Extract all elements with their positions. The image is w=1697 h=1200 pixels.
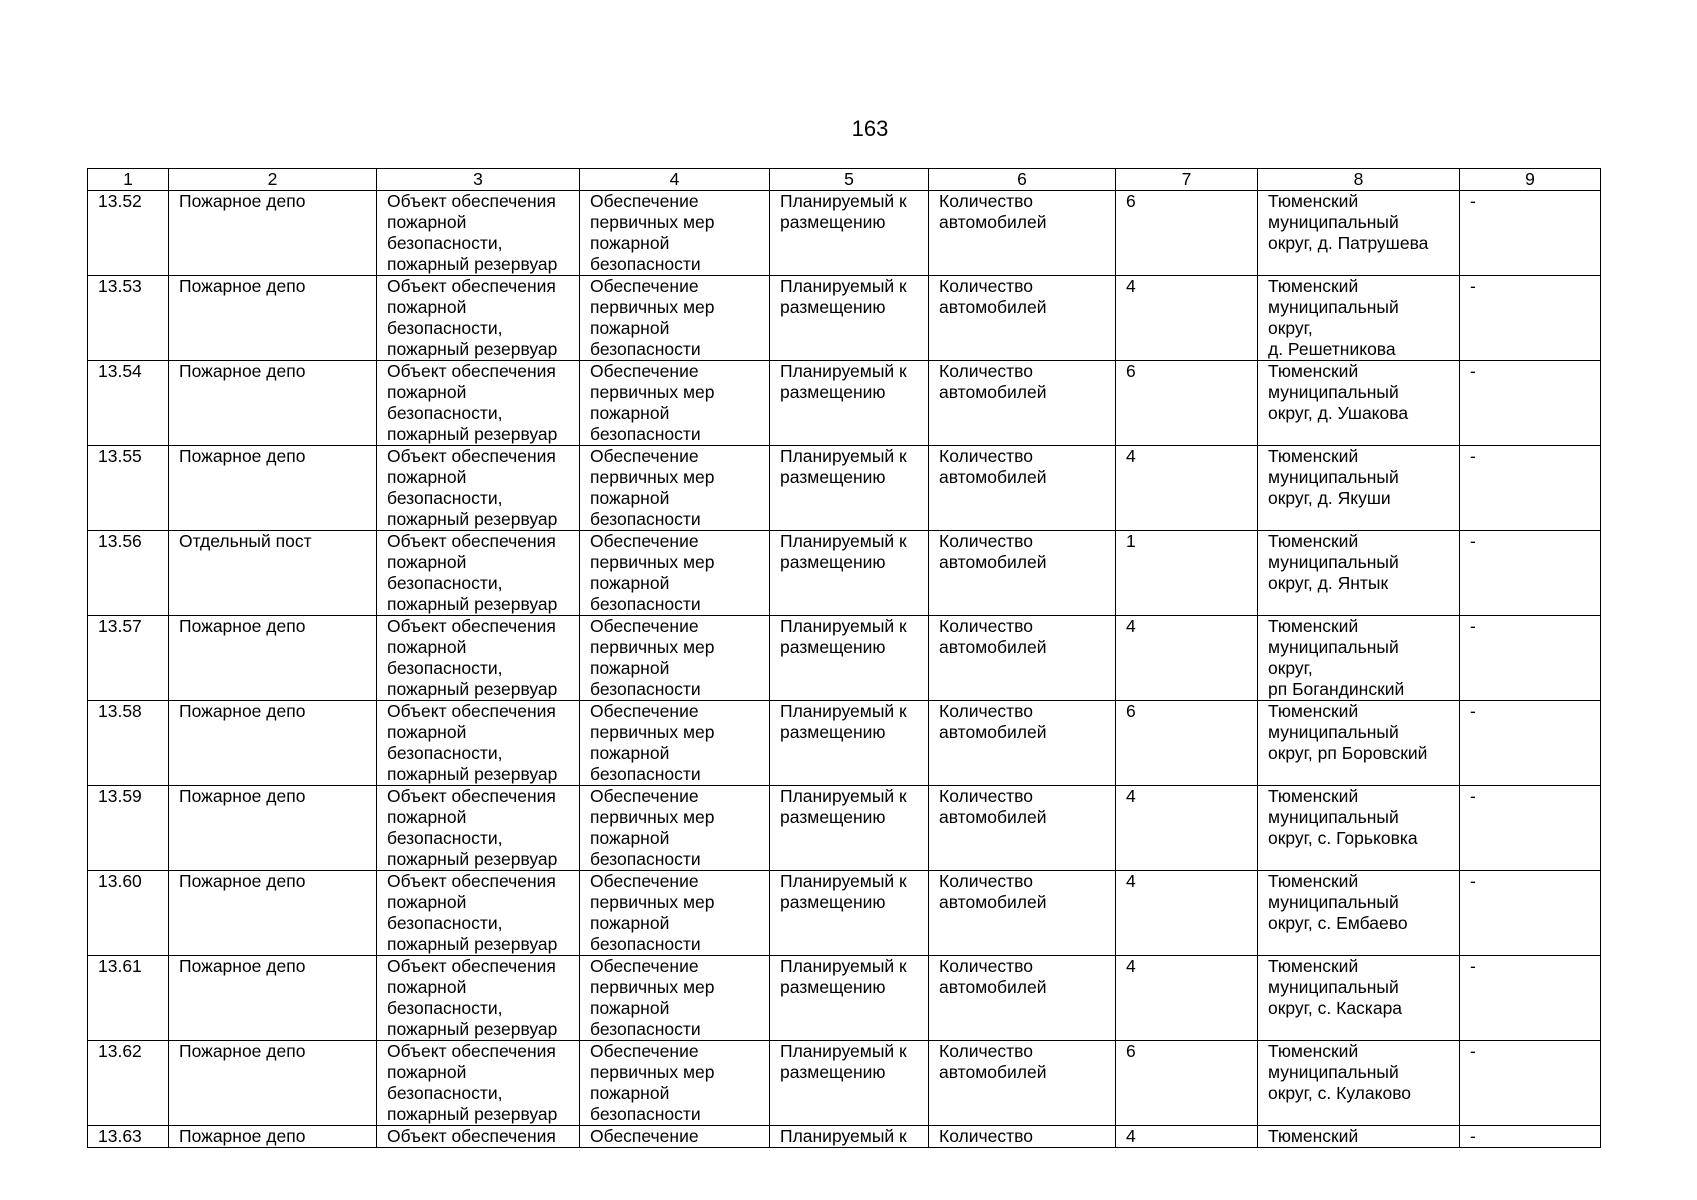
table-row xyxy=(88,871,1601,956)
characteristic-cell: Количество автомобилей xyxy=(929,446,1116,531)
characteristic-cell: Количество автомобилей xyxy=(929,191,1116,276)
row-number-cell: 13.60 xyxy=(88,871,169,956)
zone-cell: - xyxy=(1460,361,1601,446)
status-cell: Планируемый к размещению xyxy=(770,276,929,361)
location-cell: Тюменский муниципальный округ, д. Решетникова xyxy=(1258,276,1460,361)
table-row xyxy=(88,1126,1601,1148)
value-cell: 4 xyxy=(1116,786,1258,871)
object-type-cell: Объект обеспечения пожарной безопасности, пожарный резервуар xyxy=(377,616,580,701)
location-cell: Тюменский муниципальный округ, с. Ембаево xyxy=(1258,871,1460,956)
location-cell: Тюменский муниципальный округ, рп Боровский xyxy=(1258,701,1460,786)
object-name-cell: Пожарное депо xyxy=(169,871,377,956)
value-cell: 6 xyxy=(1116,191,1258,276)
page-number: 163 xyxy=(851,116,889,141)
status-cell: Планируемый к размещению xyxy=(770,701,929,786)
object-name-cell: Пожарное депо xyxy=(169,446,377,531)
object-type-cell: Объект обеспечения пожарной безопасности, пожарный резервуар xyxy=(377,871,580,956)
characteristic-cell: Количество xyxy=(929,1126,1116,1148)
zone-cell: - xyxy=(1460,616,1601,701)
row-number-cell: 13.59 xyxy=(88,786,169,871)
purpose-cell: Обеспечение xyxy=(580,1126,770,1148)
object-type-cell: Объект обеспечения пожарной безопасности, пожарный резервуар xyxy=(377,361,580,446)
location-cell: Тюменский муниципальный округ, д. Патрушева xyxy=(1258,191,1460,276)
value-cell: 1 xyxy=(1116,531,1258,616)
value-cell: 6 xyxy=(1116,701,1258,786)
location-cell: Тюменский муниципальный округ, с. Каскара xyxy=(1258,956,1460,1041)
object-name-cell: Пожарное депо xyxy=(169,701,377,786)
objects-table xyxy=(87,168,1601,1148)
row-number-cell: 13.62 xyxy=(88,1041,169,1126)
zone-cell: - xyxy=(1460,276,1601,361)
purpose-cell: Обеспечение первичных мер пожарной безопасности xyxy=(580,361,770,446)
object-type-cell: Объект обеспечения пожарной безопасности, пожарный резервуар xyxy=(377,701,580,786)
object-name-cell: Пожарное депо xyxy=(169,1041,377,1126)
column-header-6: 6 xyxy=(929,169,1116,191)
location-cell: Тюменский xyxy=(1258,1126,1460,1148)
location-cell: Тюменский муниципальный округ, с. Кулаково xyxy=(1258,1041,1460,1126)
object-type-cell: Объект обеспечения пожарной безопасности, пожарный резервуар xyxy=(377,786,580,871)
zone-cell: - xyxy=(1460,1041,1601,1126)
zone-cell: - xyxy=(1460,871,1601,956)
characteristic-cell: Количество автомобилей xyxy=(929,956,1116,1041)
object-name-cell: Пожарное депо xyxy=(169,276,377,361)
status-cell: Планируемый к размещению xyxy=(770,1041,929,1126)
column-header-8: 8 xyxy=(1258,169,1460,191)
column-header-1: 1 xyxy=(88,169,169,191)
status-cell: Планируемый к размещению xyxy=(770,871,929,956)
zone-cell: - xyxy=(1460,786,1601,871)
row-number-cell: 13.53 xyxy=(88,276,169,361)
table-row xyxy=(88,191,1601,276)
purpose-cell: Обеспечение первичных мер пожарной безопасности xyxy=(580,616,770,701)
location-cell: Тюменский муниципальный округ, д. Ушакова xyxy=(1258,361,1460,446)
column-header-2: 2 xyxy=(169,169,377,191)
object-name-cell: Пожарное депо xyxy=(169,786,377,871)
purpose-cell: Обеспечение первичных мер пожарной безопасности xyxy=(580,701,770,786)
value-cell: 4 xyxy=(1116,616,1258,701)
value-cell: 4 xyxy=(1116,1126,1258,1148)
purpose-cell: Обеспечение первичных мер пожарной безопасности xyxy=(580,276,770,361)
zone-cell: - xyxy=(1460,446,1601,531)
zone-cell: - xyxy=(1460,1126,1601,1148)
status-cell: Планируемый к размещению xyxy=(770,531,929,616)
row-number-cell: 13.58 xyxy=(88,701,169,786)
purpose-cell: Обеспечение первичных мер пожарной безопасности xyxy=(580,786,770,871)
column-header-3: 3 xyxy=(377,169,580,191)
location-cell: Тюменский муниципальный округ, с. Горьковка xyxy=(1258,786,1460,871)
object-type-cell: Объект обеспечения xyxy=(377,1126,580,1148)
characteristic-cell: Количество автомобилей xyxy=(929,786,1116,871)
purpose-cell: Обеспечение первичных мер пожарной безопасности xyxy=(580,446,770,531)
table-row xyxy=(88,531,1601,616)
purpose-cell: Обеспечение первичных мер пожарной безопасности xyxy=(580,531,770,616)
column-header-7: 7 xyxy=(1116,169,1258,191)
row-number-cell: 13.52 xyxy=(88,191,169,276)
row-number-cell: 13.57 xyxy=(88,616,169,701)
column-header-4: 4 xyxy=(580,169,770,191)
characteristic-cell: Количество автомобилей xyxy=(929,871,1116,956)
purpose-cell: Обеспечение первичных мер пожарной безопасности xyxy=(580,1041,770,1126)
status-cell: Планируемый к размещению xyxy=(770,786,929,871)
row-number-cell: 13.63 xyxy=(88,1126,169,1148)
object-name-cell: Пожарное депо xyxy=(169,1126,377,1148)
object-type-cell: Объект обеспечения пожарной безопасности, пожарный резервуар xyxy=(377,1041,580,1126)
table-row xyxy=(88,361,1601,446)
purpose-cell: Обеспечение первичных мер пожарной безопасности xyxy=(580,191,770,276)
table-row xyxy=(88,1041,1601,1126)
status-cell: Планируемый к размещению xyxy=(770,361,929,446)
location-cell: Тюменский муниципальный округ, д. Янтык xyxy=(1258,531,1460,616)
row-number-cell: 13.61 xyxy=(88,956,169,1041)
location-cell: Тюменский муниципальный округ, рп Богандинский xyxy=(1258,616,1460,701)
row-number-cell: 13.56 xyxy=(88,531,169,616)
table-row xyxy=(88,446,1601,531)
object-name-cell: Пожарное депо xyxy=(169,616,377,701)
row-number-cell: 13.55 xyxy=(88,446,169,531)
column-header-9: 9 xyxy=(1460,169,1601,191)
zone-cell: - xyxy=(1460,191,1601,276)
object-name-cell: Пожарное депо xyxy=(169,361,377,446)
object-type-cell: Объект обеспечения пожарной безопасности, пожарный резервуар xyxy=(377,276,580,361)
table-row xyxy=(88,786,1601,871)
object-type-cell: Объект обеспечения пожарной безопасности, пожарный резервуар xyxy=(377,956,580,1041)
status-cell: Планируемый к xyxy=(770,1126,929,1148)
status-cell: Планируемый к размещению xyxy=(770,191,929,276)
column-header-5: 5 xyxy=(770,169,929,191)
characteristic-cell: Количество автомобилей xyxy=(929,701,1116,786)
table-row xyxy=(88,701,1601,786)
value-cell: 4 xyxy=(1116,446,1258,531)
purpose-cell: Обеспечение первичных мер пожарной безопасности xyxy=(580,871,770,956)
characteristic-cell: Количество автомобилей xyxy=(929,531,1116,616)
object-name-cell: Пожарное депо xyxy=(169,191,377,276)
characteristic-cell: Количество автомобилей xyxy=(929,1041,1116,1126)
row-number-cell: 13.54 xyxy=(88,361,169,446)
object-type-cell: Объект обеспечения пожарной безопасности, пожарный резервуар xyxy=(377,531,580,616)
zone-cell: - xyxy=(1460,701,1601,786)
value-cell: 4 xyxy=(1116,956,1258,1041)
status-cell: Планируемый к размещению xyxy=(770,446,929,531)
status-cell: Планируемый к размещению xyxy=(770,616,929,701)
zone-cell: - xyxy=(1460,956,1601,1041)
table-header-row xyxy=(88,169,1601,191)
zone-cell: - xyxy=(1460,531,1601,616)
value-cell: 6 xyxy=(1116,361,1258,446)
characteristic-cell: Количество автомобилей xyxy=(929,276,1116,361)
value-cell: 4 xyxy=(1116,276,1258,361)
object-name-cell: Пожарное депо xyxy=(169,956,377,1041)
table-row xyxy=(88,616,1601,701)
location-cell: Тюменский муниципальный округ, д. Якуши xyxy=(1258,446,1460,531)
object-type-cell: Объект обеспечения пожарной безопасности, пожарный резервуар xyxy=(377,191,580,276)
purpose-cell: Обеспечение первичных мер пожарной безопасности xyxy=(580,956,770,1041)
status-cell: Планируемый к размещению xyxy=(770,956,929,1041)
table-row xyxy=(88,276,1601,361)
characteristic-cell: Количество автомобилей xyxy=(929,361,1116,446)
table-row xyxy=(88,956,1601,1041)
value-cell: 4 xyxy=(1116,871,1258,956)
value-cell: 6 xyxy=(1116,1041,1258,1126)
object-type-cell: Объект обеспечения пожарной безопасности, пожарный резервуар xyxy=(377,446,580,531)
characteristic-cell: Количество автомобилей xyxy=(929,616,1116,701)
object-name-cell: Отдельный пост xyxy=(169,531,377,616)
